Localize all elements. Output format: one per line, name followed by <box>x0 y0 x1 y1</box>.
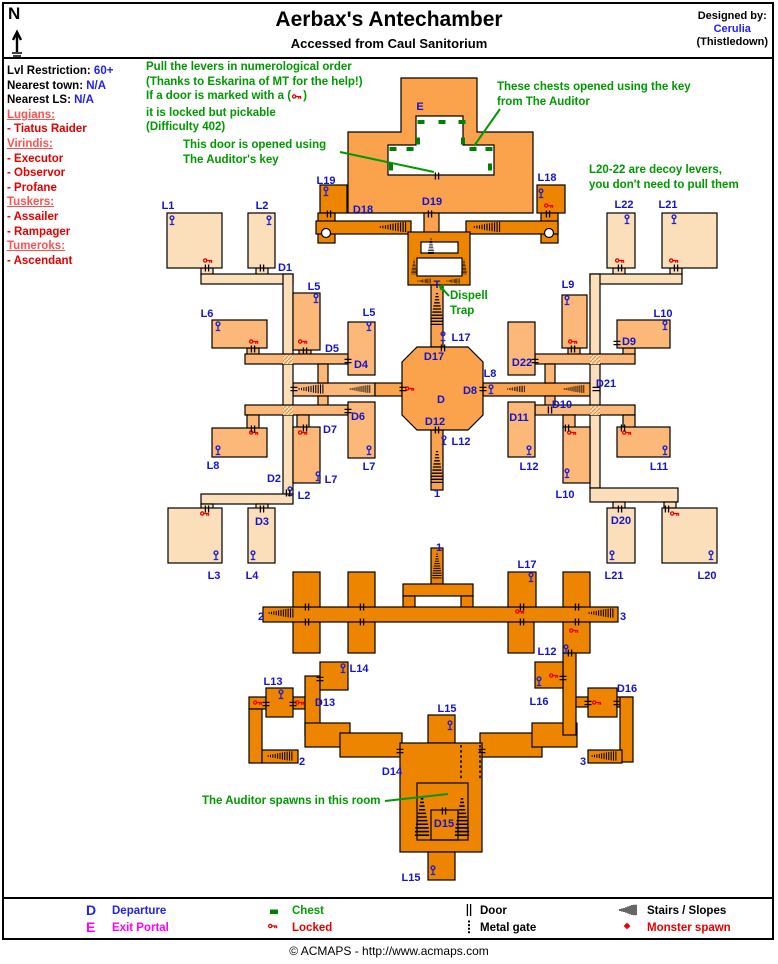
map-label: 2 <box>257 611 265 623</box>
map-label: L13 <box>263 676 283 688</box>
monster-spawn-icon <box>622 921 632 934</box>
legend-exit-portal-label: Exit Portal <box>112 922 169 934</box>
compass-label: N <box>8 4 21 23</box>
legend-metal-gate-label: Metal gate <box>480 922 537 934</box>
map-label: L1 <box>161 200 175 212</box>
note-dispell-trap: Dispell Trap <box>450 290 488 317</box>
locked-key-icon <box>291 91 303 106</box>
spawn-member: - Rampager <box>7 225 71 238</box>
legend-monster-spawn-label: Monster spawn <box>647 922 731 934</box>
spawn-group-title: Lugians: <box>7 108 55 121</box>
map-label: D15 <box>433 818 455 830</box>
note-auditor-spawn: The Auditor spawns in this room <box>202 795 381 807</box>
legend-locked-label: Locked <box>292 922 333 934</box>
page-title: Aerbax's Antechamber <box>275 8 503 31</box>
note-decoy-levers: L20-22 are decoy levers, you don't need to pull them <box>589 164 739 191</box>
note-auditor-key-door: This door is opened using The Auditor's key <box>183 139 327 166</box>
map-label: 3 <box>619 611 627 623</box>
map-label: L20 <box>697 570 717 582</box>
designer-server: (Thistledown) <box>696 36 768 48</box>
spawn-member: - Assailer <box>7 210 59 223</box>
legend-door-label: Door <box>480 905 507 917</box>
copyright: © ACMAPS - http://www.acmaps.com <box>289 944 489 958</box>
spawn-group-title: Tuskers: <box>7 196 55 209</box>
info-panel <box>7 64 113 268</box>
map-label: L2 <box>255 200 269 212</box>
map-label: D8 <box>462 385 478 397</box>
note-instructions: Pull the levers in numerological order (Thanks to Eskarina of MT for the help!) If a door is marked with a ( ) it is locked but pickable (Difficulty 402) <box>146 61 363 133</box>
departure-symbol: D <box>86 902 97 918</box>
info-row: Nearest town: N/A <box>7 79 107 92</box>
legend-stairs-label: Stairs / Slopes <box>647 905 727 917</box>
chest-icon <box>268 906 280 918</box>
map-label: D14 <box>381 766 403 778</box>
legend <box>2 898 774 940</box>
map-label: 1 <box>435 542 443 554</box>
stairs-icon <box>618 904 640 919</box>
map-label: L6 <box>200 308 214 320</box>
outer-frame <box>2 2 774 940</box>
map-label: 1 <box>433 488 441 500</box>
map-label: L14 <box>349 663 369 675</box>
map-label: D17 <box>423 351 445 363</box>
map-label: D4 <box>353 359 369 371</box>
map-label: L21 <box>604 570 624 582</box>
map-label: D21 <box>595 378 617 390</box>
map-label: L10 <box>653 308 673 320</box>
map-label: D1 <box>277 262 293 274</box>
map-label: L18 <box>537 172 557 184</box>
legend-departure-label: Departure <box>112 905 167 917</box>
designed-by-label: Designed by: <box>697 10 767 22</box>
note-auditor-chests: These chests opened using the key from The Auditor <box>497 81 691 108</box>
map-label: D22 <box>511 357 533 369</box>
info-row: Lvl Restriction: 60+ <box>7 65 114 77</box>
map-label: T <box>433 279 441 291</box>
map-label: D5 <box>324 343 340 355</box>
map-label: D6 <box>350 411 366 423</box>
map-label: L17 <box>517 559 537 571</box>
map-label: L16 <box>529 696 549 708</box>
spawn-group-title: Virindis: <box>7 137 53 150</box>
map-label: D16 <box>616 683 638 695</box>
locked-key-icon <box>266 922 280 934</box>
spawn-group-title: Tumeroks: <box>7 240 65 253</box>
map-label: L17 <box>451 332 471 344</box>
spawn-member: - Tiatus Raider <box>7 123 87 136</box>
map-label: E <box>416 101 424 113</box>
map-label: D7 <box>322 424 338 436</box>
spawn-member: - Executor <box>7 152 64 165</box>
header-divider <box>2 57 774 59</box>
map-label: D19 <box>421 196 443 208</box>
metal-gate-icon <box>465 920 473 937</box>
map-label: L15 <box>401 872 421 884</box>
map-label: L7 <box>324 474 338 486</box>
map-label: L11 <box>649 461 669 473</box>
map-label: 3 <box>579 756 587 768</box>
map-label: D9 <box>621 336 637 348</box>
legend-chest-label: Chest <box>292 905 324 917</box>
map-label: L21 <box>658 199 678 211</box>
map-label: D12 <box>424 416 446 428</box>
spawn-member: - Observor <box>7 167 66 180</box>
map-label: D2 <box>266 473 282 485</box>
map-label: L22 <box>614 199 634 211</box>
info-row: Nearest LS: N/A <box>7 94 94 107</box>
map-label: L7 <box>362 461 376 473</box>
map-label: L9 <box>561 279 575 291</box>
designer-name: Cerulia <box>713 23 751 35</box>
map-label: L12 <box>519 461 539 473</box>
map-label: L8 <box>483 368 497 380</box>
map-label: D <box>437 394 445 406</box>
map-label: D13 <box>314 697 336 709</box>
map-label: L2 <box>297 490 311 502</box>
spawn-member: - Profane <box>7 181 57 194</box>
map-label: D18 <box>352 204 374 216</box>
map-label: L4 <box>245 570 259 582</box>
door-icon <box>465 903 473 920</box>
spawn-member: - Ascendant <box>7 254 73 267</box>
map-label: L5 <box>307 281 321 293</box>
map-label: L12 <box>451 436 471 448</box>
designer-credit <box>697 10 769 49</box>
map-label: L5 <box>362 307 376 319</box>
exit-portal-symbol: E <box>86 919 96 935</box>
map-label: L15 <box>437 703 457 715</box>
map-label: 2 <box>298 756 306 768</box>
map-label: D11 <box>509 412 529 424</box>
map-label: L19 <box>316 175 336 187</box>
map-label: L10 <box>555 489 575 501</box>
map-label: L8 <box>206 460 220 472</box>
map-label: L12 <box>537 646 557 658</box>
map-label: D3 <box>254 516 270 528</box>
page-subtitle: Accessed from Caul Sanitorium <box>290 36 488 51</box>
map-label: D20 <box>610 515 632 527</box>
map-label: L3 <box>207 570 221 582</box>
map-label: D10 <box>551 399 573 411</box>
